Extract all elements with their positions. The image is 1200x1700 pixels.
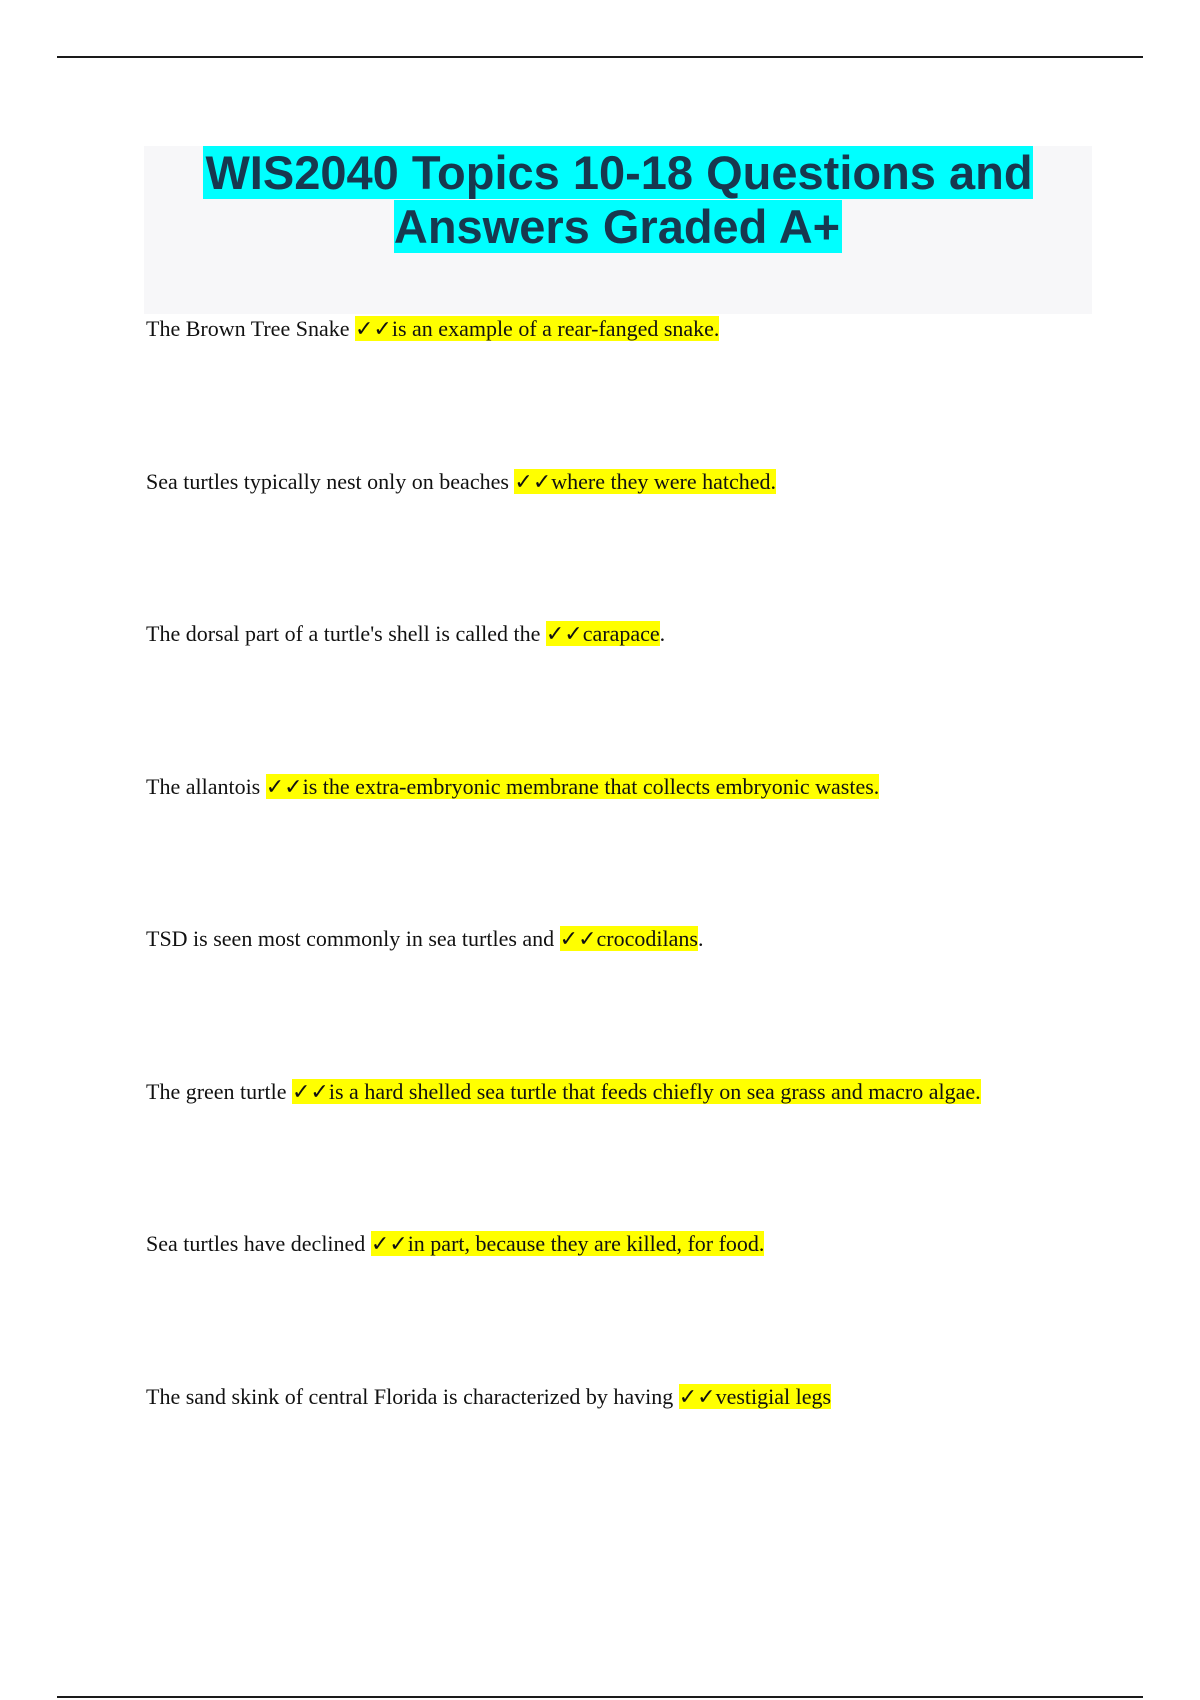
answer-highlight	[514, 469, 776, 494]
qa-item	[146, 314, 1146, 345]
qa-item	[146, 619, 1146, 650]
answer-highlight	[266, 774, 880, 799]
double-check-icon: ✓✓	[370, 1232, 408, 1257]
question-text: The dorsal part of a turtle's shell is called the	[146, 621, 546, 646]
double-check-icon: ✓✓	[545, 622, 583, 647]
double-check-icon: ✓✓	[678, 1385, 716, 1410]
double-check-icon: ✓✓	[559, 927, 597, 952]
top-rule	[57, 56, 1143, 58]
answer-highlight	[679, 1384, 831, 1409]
title-banner	[144, 146, 1092, 314]
document-title: WIS2040 Topics 10-18 Questions and Answers Graded A+	[205, 146, 1033, 253]
question-text: The Brown Tree Snake	[146, 316, 355, 341]
answer-text: is a hard shelled sea turtle that feeds chiefly on sea grass and macro algae.	[328, 1079, 981, 1104]
question-text: Sea turtles typically nest only on beaches	[146, 469, 515, 494]
answer-text: is the extra-embryonic membrane that collects embryonic wastes.	[302, 774, 880, 799]
qa-item	[146, 1382, 1146, 1413]
answer-highlight	[292, 1079, 981, 1104]
double-check-icon: ✓✓	[265, 775, 303, 800]
qa-item	[146, 467, 1146, 498]
answer-highlight	[355, 316, 719, 341]
answer-highlight	[371, 1231, 765, 1256]
answer-text: where they were hatched.	[551, 469, 777, 494]
question-text: Sea turtles have declined	[146, 1231, 371, 1256]
answer-highlight	[546, 621, 660, 646]
answer-text: carapace	[582, 621, 660, 646]
answer-tail: .	[697, 926, 704, 951]
answer-text: crocodilans	[596, 926, 698, 951]
double-check-icon: ✓✓	[354, 317, 392, 342]
qa-item	[146, 924, 1146, 955]
qa-item	[146, 772, 1146, 803]
answer-text: vestigial legs	[715, 1384, 832, 1409]
answer-highlight	[560, 926, 698, 951]
double-check-icon: ✓✓	[514, 470, 552, 495]
answer-text: in part, because they are killed, for food.	[407, 1231, 765, 1256]
qa-item	[146, 1077, 1146, 1108]
question-text: The allantois	[146, 774, 266, 799]
answer-text: is an example of a rear-fanged snake.	[391, 316, 720, 341]
question-text: TSD is seen most commonly in sea turtles and	[146, 926, 560, 951]
qa-item	[146, 1229, 1146, 1260]
bottom-rule	[57, 1696, 1143, 1698]
answer-tail: .	[659, 621, 666, 646]
question-text: The sand skink of central Florida is characterized by having	[146, 1384, 679, 1409]
question-text: The green turtle	[146, 1079, 292, 1104]
double-check-icon: ✓✓	[292, 1080, 329, 1105]
